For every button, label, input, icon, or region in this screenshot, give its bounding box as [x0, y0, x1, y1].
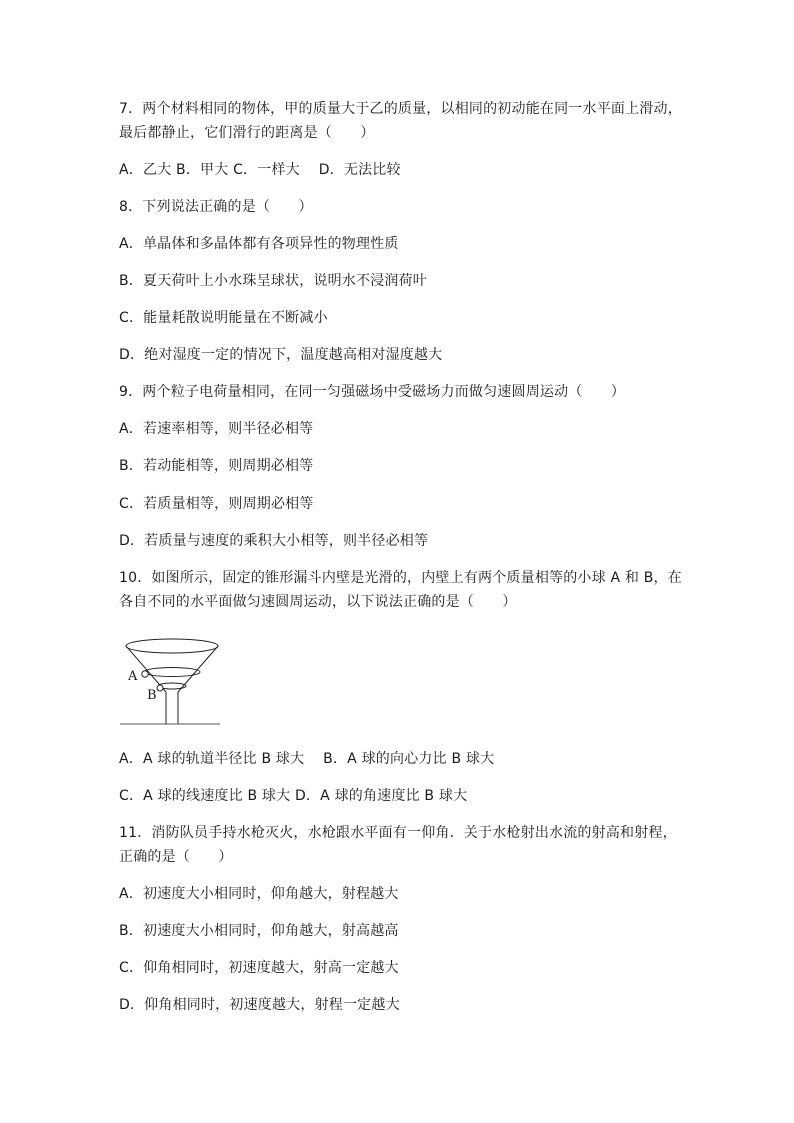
q9-option-d: D．若质量与速度的乘积大小相等，则半径必相等 — [119, 533, 429, 549]
q11-option-c: C．仰角相同时，初速度越大，射高一定越大 — [119, 960, 399, 976]
label-a: A — [128, 669, 138, 684]
q8-option-d: D．绝对湿度一定的情况下，温度越高相对湿度越大 — [119, 347, 443, 363]
q10-options-cd: C．A 球的线速度比 B 球大 D．A 球的角速度比 B 球大 — [119, 788, 468, 804]
q11-option-a: A．初速度大小相同时，仰角越大，射程越大 — [119, 886, 399, 902]
q9-stem: 9．两个粒子电荷量相同，在同一匀强磁场中受磁场力而做匀速圆周运动（ ） — [119, 384, 626, 400]
ball-b — [157, 685, 163, 691]
q7-stem-line1: 7．两个材料相同的物体，甲的质量大于乙的质量，以相同的初动能在同一水平面上滑动， — [119, 101, 682, 117]
q9-option-b: B．若动能相等，则周期必相等 — [119, 458, 314, 474]
q9-option-a: A．若速率相等，则半径必相等 — [119, 421, 314, 437]
q8-option-b: B．夏天荷叶上小水珠呈球状，说明水不浸润荷叶 — [119, 273, 428, 289]
q7-options: A．乙大 B．甲大 C．一样大 D．无法比较 — [119, 162, 401, 178]
q11-stem-line1: 11．消防队员手持水枪灭火，水枪跟水平面有一仰角．关于水枪射出水流的射高和射程， — [119, 825, 677, 841]
q11-option-b: B．初速度大小相同时，仰角越大，射高越高 — [119, 923, 399, 939]
q11-option-d: D．仰角相同时，初速度越大，射程一定越大 — [119, 997, 400, 1013]
funnel-diagram — [118, 636, 222, 728]
funnel-figure — [118, 636, 222, 728]
q10-stem-line2: 各自不同的水平面做匀速圆周运动，以下说法正确的是（ ） — [119, 594, 517, 610]
q9-option-c: C．若质量相等，则周期必相等 — [119, 496, 314, 512]
q10-stem-line1: 10．如图所示，固定的锥形漏斗内壁是光滑的，内壁上有两个质量相等的小球 A 和 B，在 — [119, 570, 682, 586]
label-b: B — [147, 688, 157, 703]
q7-stem-line2: 最后都静止，它们滑行的距离是（ ） — [119, 125, 375, 141]
ball-a — [142, 671, 148, 677]
funnel-rim — [126, 639, 218, 653]
orbit-a — [144, 668, 200, 677]
q10-options-ab: A．A 球的轨道半径比 B 球大 B．A 球的向心力比 B 球大 — [119, 751, 495, 767]
q11-stem-line2: 正确的是（ ） — [119, 849, 233, 865]
q8-option-c: C．能量耗散说明能量在不断减小 — [119, 310, 328, 326]
q8-option-a: A．单晶体和多晶体都有各项异性的物理性质 — [119, 236, 399, 252]
q8-stem: 8．下列说法正确的是（ ） — [119, 199, 313, 215]
